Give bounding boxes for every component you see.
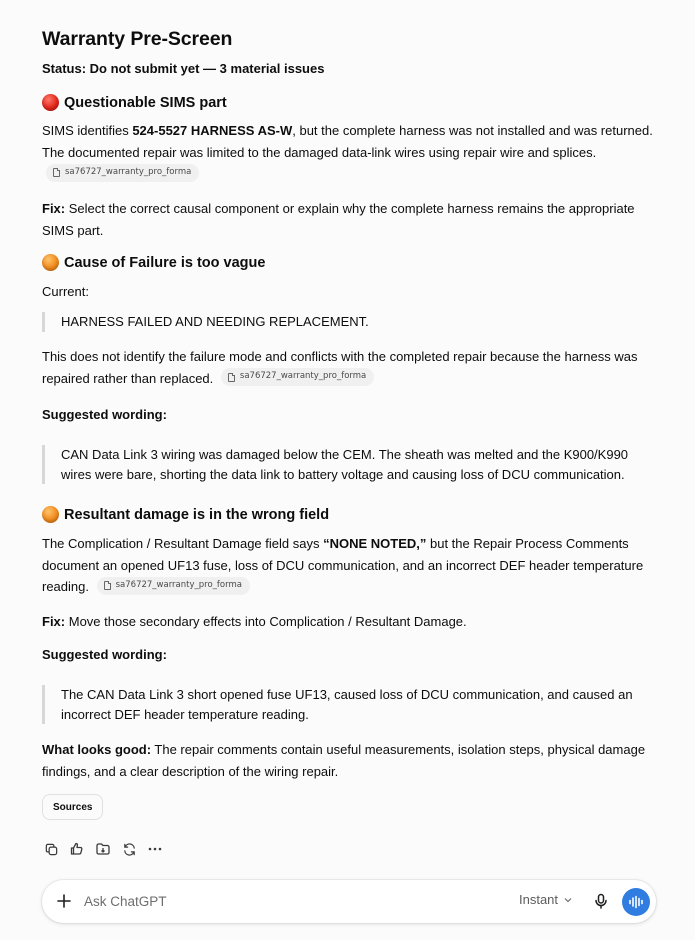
section-heading-cause-of-failure: Cause of Failure is too vague [42,254,265,271]
plus-icon[interactable] [54,891,74,911]
page-title: Warranty Pre-Screen [42,28,233,50]
model-selector[interactable]: Instant [519,892,573,907]
copy-icon[interactable] [42,840,60,858]
cause-paragraph: This does not identify the failure mode and conflicts with the completed repair because the harness was repaired rather than replaced. sa76727_warranty_pro_forma [42,349,638,386]
composer [42,880,656,923]
sims-part-paragraph: SIMS identifies 524-5527 HARNESS AS-W, but the complete harness was not installed and was returned. The documented repair was limited to the damaged data-link wires using repair wire and splices. sa76727_warranty_pro_forma [42,120,654,185]
suggested-label: Suggested wording: [42,647,167,662]
regenerate-icon[interactable] [120,840,138,858]
current-label: Current: [42,284,89,299]
file-icon [53,168,60,177]
resultant-damage-fix: Fix: Move those secondary effects into Complication / Resultant Damage. [42,614,467,629]
sims-part-fix: Fix: Select the correct causal component or explain why the complete harness remains the appropriate SIMS part. [42,201,635,238]
suggested-label: Suggested wording: [42,407,167,422]
section-heading-resultant-damage: Resultant damage is in the wrong field [42,506,329,523]
suggested-quote-damage: The CAN Data Link 3 short opened fuse UF13, caused loss of DCU communication, and caused an incorrect DEF header temperature reading. [42,685,642,724]
thumbs-feedback-icon[interactable] [68,840,86,858]
save-to-folder-icon[interactable] [94,840,112,858]
sources-button[interactable]: Sources [42,794,103,820]
mic-icon[interactable] [592,892,610,910]
suggested-quote-cause: CAN Data Link 3 wiring was damaged below the CEM. The sheath was melted and the K900/K990 wires were bare, shorting the data link to battery voltage and causing loss of DCU communication. [42,445,642,484]
file-icon [104,581,111,590]
prompt-input[interactable] [84,891,444,911]
red-circle-icon [42,94,59,111]
message-actions [42,840,164,858]
source-citation-chip[interactable]: sa76727_warranty_pro_forma [46,164,199,182]
status-line: Status: Do not submit yet — 3 material issues [42,61,325,76]
file-icon [228,373,235,382]
orange-circle-icon [42,254,59,271]
current-quote: HARNESS FAILED AND NEEDING REPLACEMENT. [42,312,642,332]
section-heading-sims-part: Questionable SIMS part [42,94,227,111]
resultant-damage-paragraph: The Complication / Resultant Damage field says “NONE NOTED,” but the Repair Process Comments document an opened UF13 fuse, loss of DCU communication, and an incorrect DEF header temperature reading. sa76727_warranty_pro_forma [42,536,644,594]
what-looks-good: What looks good: The repair comments contain useful measurements, isolation steps, physical damage findings, and a clear description of the wiring repair. [42,742,646,779]
more-icon[interactable] [146,840,164,858]
voice-wave-icon[interactable] [622,888,650,916]
source-citation-chip[interactable]: sa76727_warranty_pro_forma [221,368,374,386]
chevron-down-icon [563,895,573,905]
orange-circle-icon [42,506,59,523]
source-citation-chip[interactable]: sa76727_warranty_pro_forma [97,577,250,595]
